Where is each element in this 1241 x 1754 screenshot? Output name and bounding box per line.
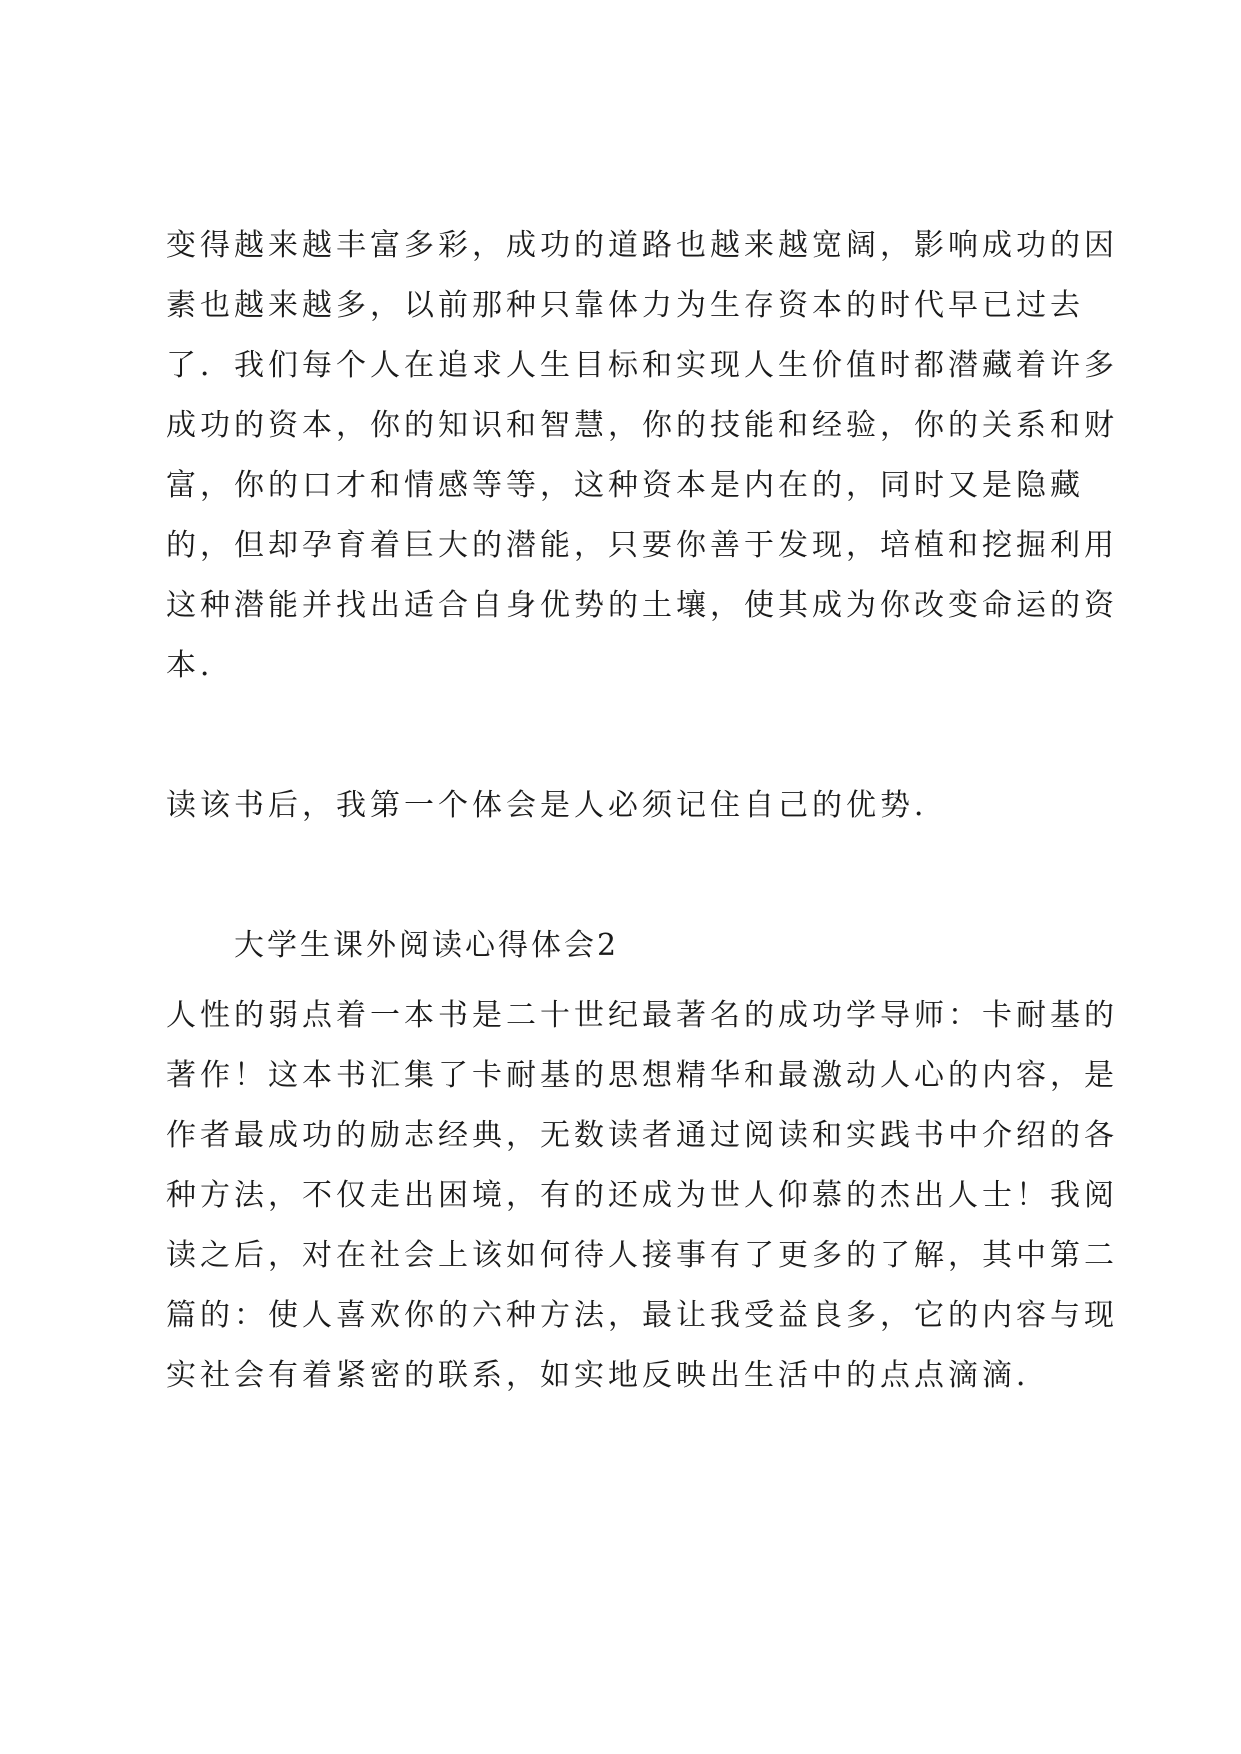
paragraph1-line-1: 变得越来越丰富多彩，成功的道路也越来越宽阔，影响成功的因 [166, 228, 1118, 263]
paragraph1-line-4: 成功的资本，你的知识和智慧，你的技能和经验，你的关系和财 [166, 408, 1118, 443]
section-line-7: 实社会有着紧密的联系，如实地反映出生活中的点点滴滴． [166, 1358, 1050, 1393]
paragraph1-line-7: 这种潜能并找出适合自身优势的土壤，使其成为你改变命运的资 [166, 588, 1118, 623]
paragraph2-line-1: 读该书后，我第一个体会是人必须记住自己的优势． [166, 788, 948, 823]
section-line-1: 人性的弱点着一本书是二十世纪最著名的成功学导师：卡耐基的 [166, 998, 1118, 1033]
paragraph1-line-5: 富，你的口才和情感等等，这种资本是内在的，同时又是隐藏 [166, 468, 1084, 503]
paragraph1-line-8: 本． [166, 648, 234, 683]
paragraph1-line-6: 的，但却孕育着巨大的潜能，只要你善于发现，培植和挖掘利用 [166, 528, 1118, 563]
section-line-6: 篇的：使人喜欢你的六种方法，最让我受益良多，它的内容与现 [166, 1298, 1118, 1333]
section-line-3: 作者最成功的励志经典，无数读者通过阅读和实践书中介绍的各 [166, 1118, 1118, 1153]
paragraph1-line-3: 了．我们每个人在追求人生目标和实现人生价值时都潜藏着许多 [166, 348, 1118, 383]
section-line-4: 种方法，不仅走出困境，有的还成为世人仰慕的杰出人士！我阅 [166, 1178, 1118, 1213]
section-heading: 大学生课外阅读心得体会2 [234, 928, 620, 963]
section-line-2: 著作！这本书汇集了卡耐基的思想精华和最激动人心的内容，是 [166, 1058, 1118, 1093]
section-line-5: 读之后，对在社会上该如何待人接事有了更多的了解，其中第二 [166, 1238, 1118, 1273]
paragraph1-line-2: 素也越来越多，以前那种只靠体力为生存资本的时代早已过去 [166, 288, 1084, 323]
